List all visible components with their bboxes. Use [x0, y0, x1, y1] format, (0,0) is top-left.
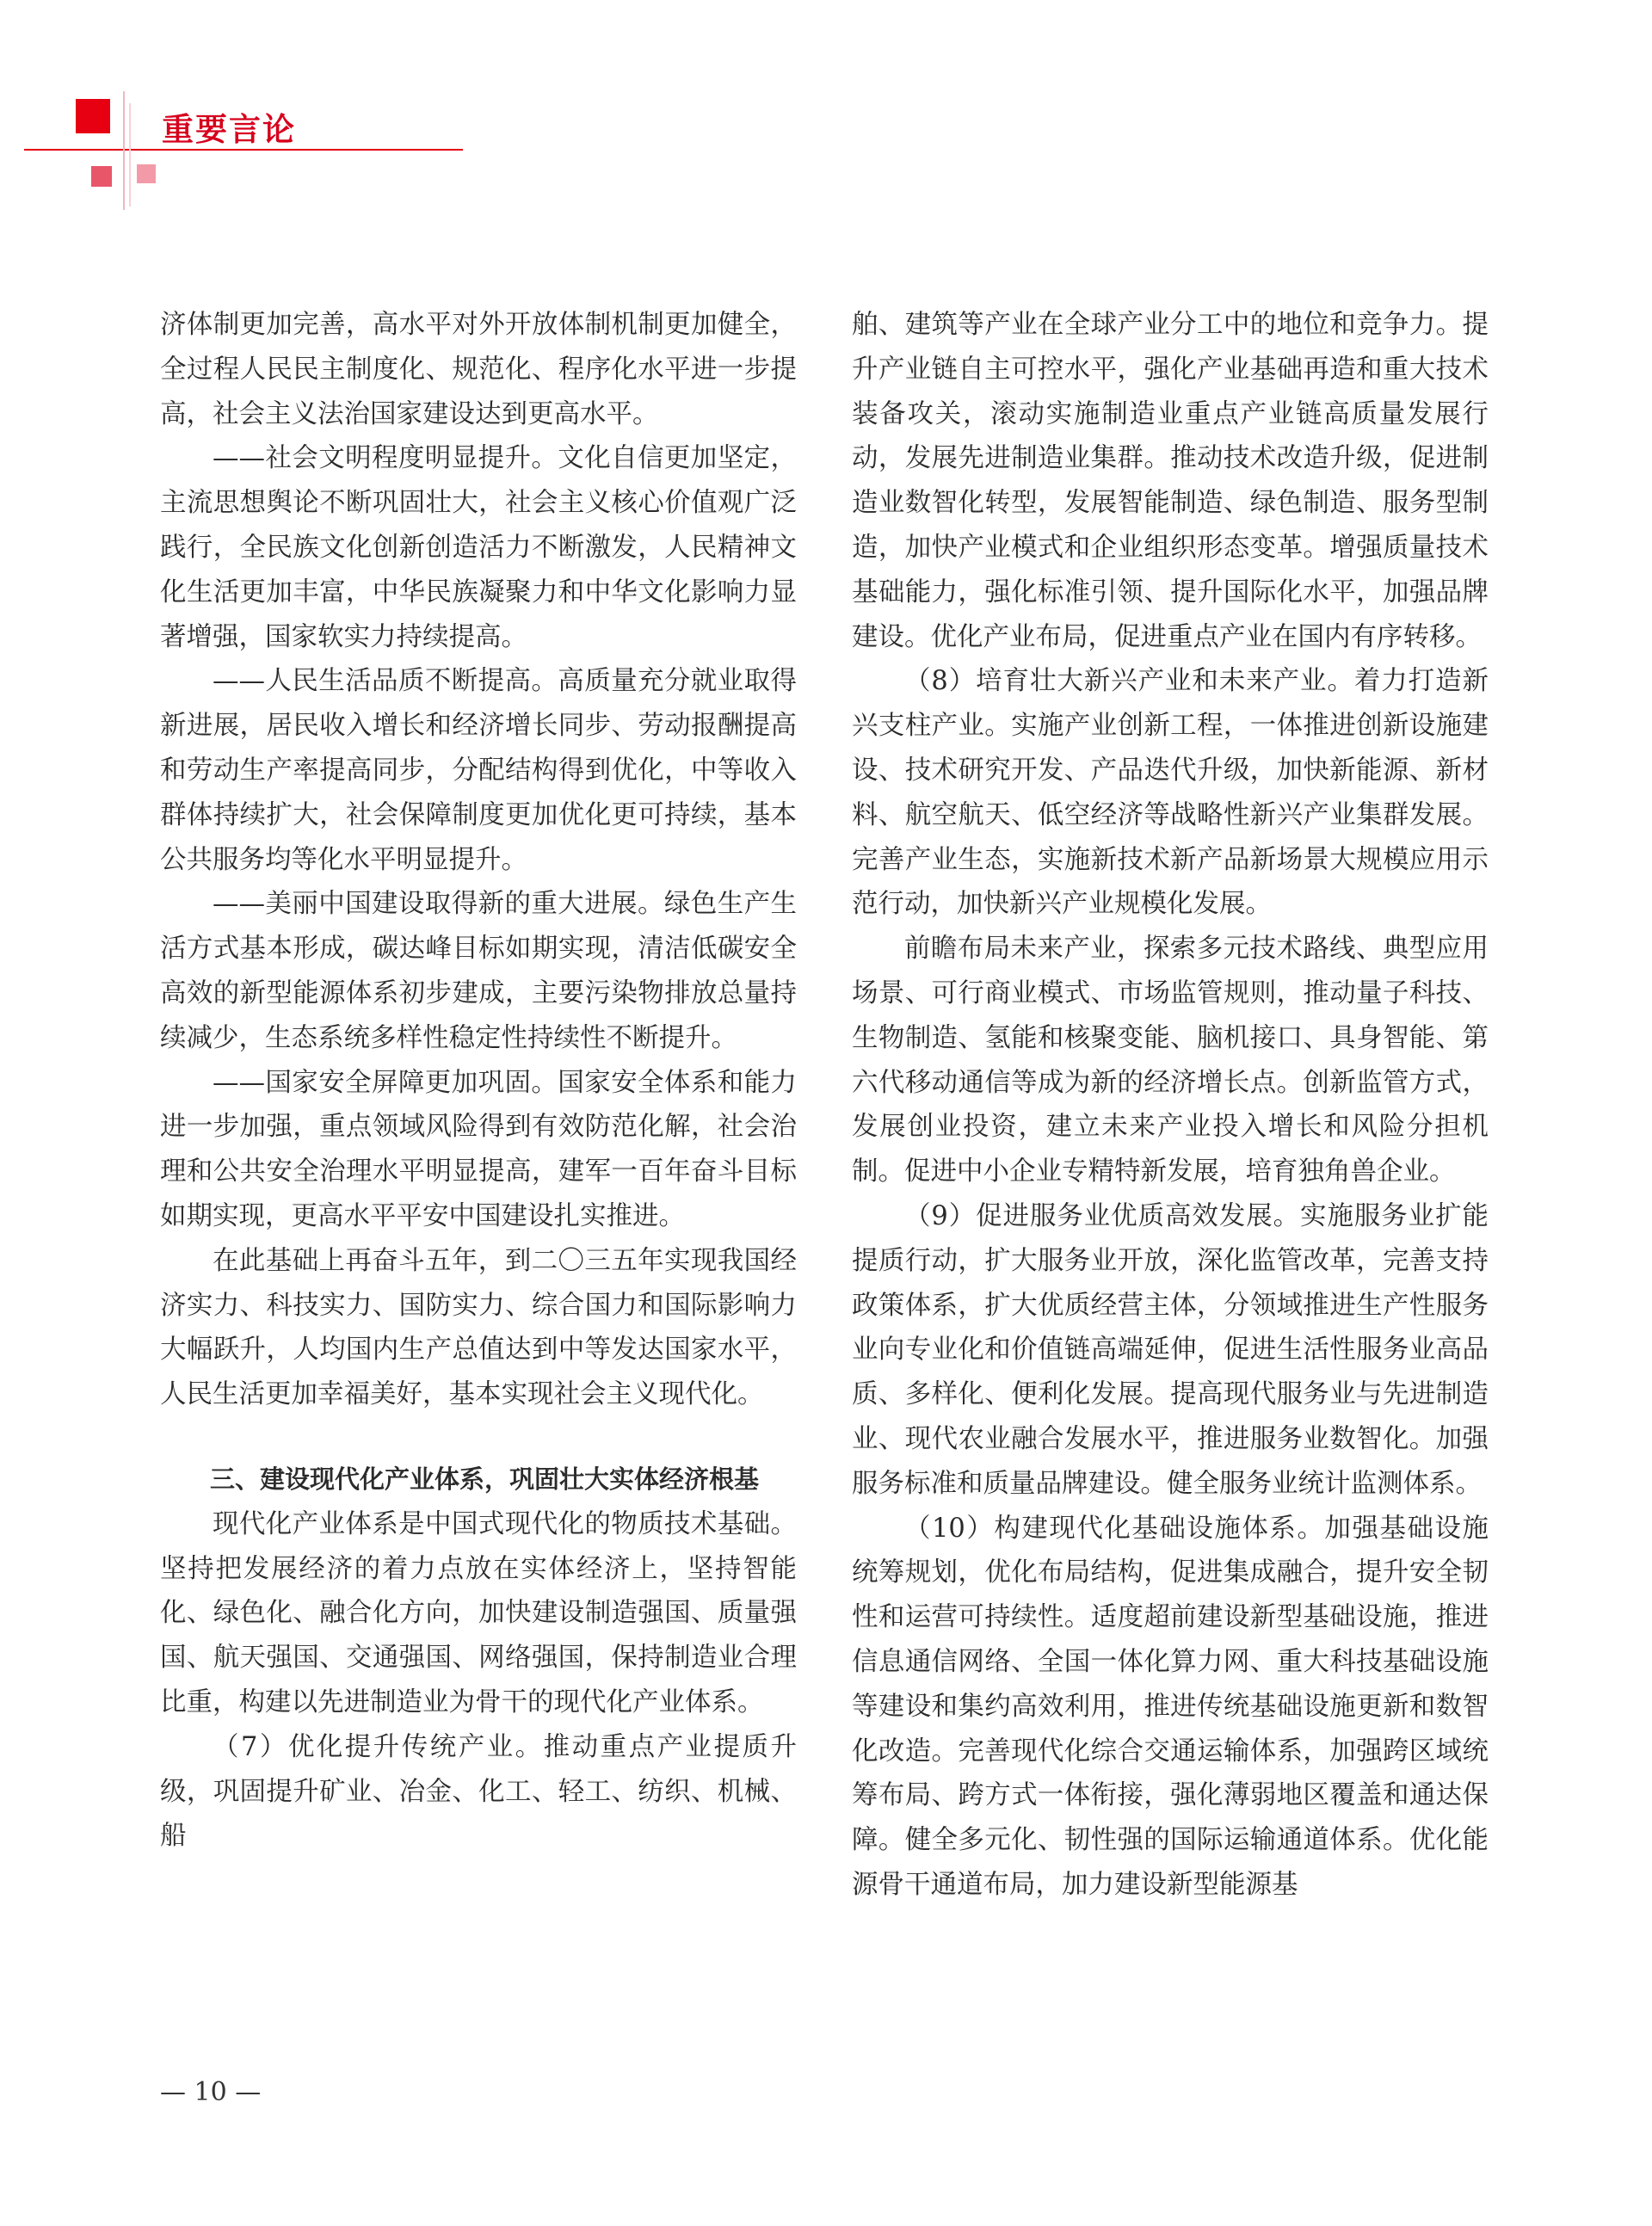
- section-title: 重要言论: [162, 111, 296, 148]
- paragraph: （9）促进服务业优质高效发展。实施服务业扩能提质行动，扩大服务业开放，深化监管改革，完善支持政策体系，扩大优质经营主体，分领域推进生产性服务业向专业化和价值链高端延伸，促进生活性服务业高品质、多样化、便利化发展。提高现代服务业与先进制造业、现代农业融合发展水平，推进服务业数智化。加强服务标准和质量品牌建设。健全服务业统计监测体系。: [852, 1200, 1489, 1499]
- paragraph: 济体制更加完善，高水平对外开放体制机制更加健全，全过程人民民主制度化、规范化、程序化水平进一步提高，社会主义法治国家建设达到更高水平。: [160, 310, 797, 429]
- header-vertical-rule: [123, 91, 125, 210]
- header-small-square-icon: [91, 166, 112, 187]
- paragraph: （7）优化提升传统产业。推动重点产业提质升级，巩固提升矿业、冶金、化工、轻工、纺织、机械、船: [160, 1731, 797, 1852]
- header-red-square-icon: [76, 99, 110, 133]
- header-vertical-rule-secondary: [129, 103, 131, 207]
- paragraph: ——美丽中国建设取得新的重大进展。绿色生产生活方式基本形成，碳达峰目标如期实现，清洁低碳安全高效的新型能源体系初步建成，主要污染物排放总量持续减少，生态系统多样性稳定性持续性不断提升。: [160, 889, 797, 1053]
- paragraph: 在此基础上再奋斗五年，到二〇三五年实现我国经济实力、科技实力、国防实力、综合国力和国际影响力大幅跃升，人均国内生产总值达到中等发达国家水平，人民生活更加幸福美好，基本实现社会主义现代化。: [160, 1245, 797, 1410]
- paragraph: 现代化产业体系是中国式现代化的物质技术基础。坚持把发展经济的着力点放在实体经济上，坚持智能化、绿色化、融合化方向，加快建设制造强国、质量强国、航天强国、交通强国、网络强国，保持制造业合理比重，构建以先进制造业为骨干的现代化产业体系。: [160, 1508, 797, 1717]
- paragraph: 舶、建筑等产业在全球产业分工中的地位和竞争力。提升产业链自主可控水平，强化产业基础再造和重大技术装备攻关，滚动实施制造业重点产业链高质量发展行动，发展先进制造业集群。推动技术改造升级，促进制造业数智化转型，发展智能制造、绿色制造、服务型制造，加快产业模式和企业组织形态变革。增强质量技术基础能力，强化标准引领、提升国际化水平，加强品牌建设。优化产业布局，促进重点产业在国内有序转移。: [852, 310, 1489, 652]
- paragraph: （10）构建现代化基础设施体系。加强基础设施统筹规划，优化布局结构，促进集成融合，提升安全韧性和运营可持续性。适度超前建设新型基础设施，推进信息通信网络、全国一体化算力网、重大科技基础设施等建设和集约高效利用，推进传统基础设施更新和数智化改造。完善现代化综合交通运输体系，加强跨区域统筹布局、跨方式一体衔接，强化薄弱地区覆盖和通达保障。健全多元化、韧性强的国际运输通道体系。优化能源骨干通道布局，加力建设新型能源基: [852, 1513, 1489, 1900]
- paragraph: ——社会文明程度明显提升。文化自信更加坚定，主流思想舆论不断巩固壮大，社会主义核心价值观广泛践行，全民族文化创新创造活力不断激发，人民精神文化生活更加丰富，中华民族凝聚力和中华文化影响力显著增强，国家软实力持续提高。: [160, 443, 797, 652]
- paragraph: 前瞻布局未来产业，探索多元技术路线、典型应用场景、可行商业模式、市场监管规则，推动量子科技、生物制造、氢能和核聚变能、脑机接口、具身智能、第六代移动通信等成为新的经济增长点。创新监管方式，发展创业投资，建立未来产业投入增长和风险分担机制。促进中小企业专精特新发展，培育独角兽企业。: [852, 934, 1489, 1187]
- paragraph: ——国家安全屏障更加巩固。国家安全体系和能力进一步加强，重点领域风险得到有效防范化解，社会治理和公共安全治理水平明显提高，建军一百年奋斗目标如期实现，更高水平平安中国建设扎实推进。: [160, 1067, 797, 1231]
- left-column: [160, 303, 797, 1859]
- right-column: [852, 303, 1489, 1908]
- paragraph: （8）培育壮大新兴产业和未来产业。着力打造新兴支柱产业。实施产业创新工程，一体推进创新设施建设、技术研究开发、产品迭代升级，加快新能源、新材料、航空航天、低空经济等战略性新兴产业集群发展。完善产业生态，实施新技术新产品新场景大规模应用示范行动，加快新兴产业规模化发展。: [852, 666, 1489, 920]
- page-number: — 10 —: [160, 2077, 262, 2107]
- paragraph: ——人民生活品质不断提高。高质量充分就业取得新进展，居民收入增长和经济增长同步、劳动报酬提高和劳动生产率提高同步，分配结构得到优化，中等收入群体持续扩大，社会保障制度更加优化更可持续，基本公共服务均等化水平明显提升。: [160, 666, 797, 875]
- header-pink-square-icon: [137, 164, 156, 183]
- section-heading: 三、建设现代化产业体系，巩固壮大实体经济根基: [210, 1464, 760, 1494]
